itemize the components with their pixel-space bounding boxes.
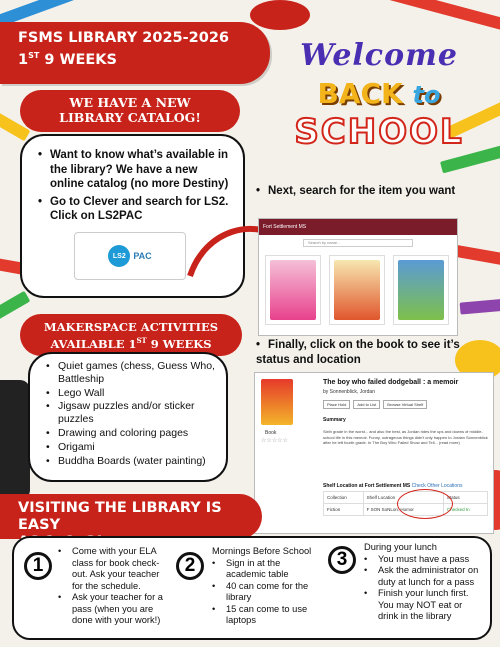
catalog-search-screenshot <box>258 218 458 336</box>
list-item: • Buddha Boards (water painting) <box>44 455 220 468</box>
back-to-text: BACK to <box>317 77 441 110</box>
step-3-heading: During your lunch <box>364 542 437 552</box>
rating-stars-icon: ☆☆☆☆☆ <box>261 438 288 444</box>
list-item: • Ask the administrator on duty at lunch for a pass <box>364 565 482 588</box>
summary-text: Sixth grade in the worst... and also the best, as Jordan rides the ups and downs of middle-school life in this memoir. Funny, outrageous things didn't only happen to Jordan Sonnenblick after he left fourth grade. In The Boy Who Failed Show and Tell... (read more) <box>323 429 488 445</box>
book-result[interactable] <box>265 255 321 325</box>
visiting-banner: VISITING THE LIBRARY IS EASY <box>0 494 262 539</box>
title-line1: FSMS LIBRARY 2025-2026 <box>18 30 229 46</box>
table-row: Fiction F SON SoNLon. Humor Checked In <box>324 504 488 516</box>
step-2-number: 2 <box>176 552 204 580</box>
location-heading: Shelf Location at Fort Settlement MS Check Other Locations <box>323 483 463 489</box>
list-item: • Come with your ELA class for book check-out. Ask your teacher for the schedule. <box>58 546 170 592</box>
makerspace-card <box>28 352 228 482</box>
catalog-search-input[interactable]: Search by name... <box>303 239 413 247</box>
catalog-bullet: • Go to Clever and search for LS2. Click on LS2PAC <box>36 195 231 224</box>
catalog-banner: WE HAVE A NEW LIBRARY CATALOG! <box>20 90 240 132</box>
highlight-circle <box>397 489 453 519</box>
list-item: • Ask your teacher for a pass (when you are done with your work!) <box>58 592 170 627</box>
book-result[interactable] <box>329 255 385 325</box>
steps-card <box>12 536 492 640</box>
catalog-bullet: • Want to know what’s available in the library? We have a new online catalog (no more Destiny) <box>36 148 231 192</box>
ls2pac-label: PAC <box>133 251 152 261</box>
ls2pac-logo[interactable] <box>74 232 186 280</box>
ls2-circle-icon: LS2 <box>108 245 130 267</box>
format-label: Book <box>265 430 277 436</box>
place-hold-button[interactable]: Place Hold <box>323 400 350 409</box>
list-item: • Lego Wall <box>44 387 220 400</box>
title-banner <box>0 22 270 84</box>
list-item: • 40 can come for the library <box>212 581 322 604</box>
book-author: by Sonnenblick, Jordan <box>323 389 375 395</box>
finally-instruction: • Finally, click on the book to see it’s status and location <box>256 339 460 366</box>
list-item: • Sign in at the academic table <box>212 558 322 581</box>
summary-heading: Summary <box>323 417 346 423</box>
list-item: • Origami <box>44 441 220 454</box>
catalog-bullets <box>36 148 231 224</box>
book-detail-screenshot <box>254 372 494 534</box>
step-2-heading: Mornings Before School <box>212 546 312 556</box>
browse-shelf-button[interactable]: Browse Virtual Shelf <box>383 400 427 409</box>
school-text: SCHOOL <box>294 112 464 152</box>
search-instruction: • Next, search for the item you want <box>256 185 456 197</box>
step-3-text <box>364 542 482 623</box>
step-1-number: 1 <box>24 552 52 580</box>
step-1-text <box>58 546 170 627</box>
book-title: The boy who failed dodgeball : a memoir <box>323 379 459 386</box>
other-locations-link[interactable]: Check Other Locations <box>411 483 463 489</box>
makerspace-list <box>44 360 220 467</box>
makerspace-banner: MAKERSPACE ACTIVITIES AVAILABLE 1ST 9 WEEKS <box>20 314 242 356</box>
list-item: • Finish your lunch first. You may NOT eat or drink in the library <box>364 588 482 623</box>
add-to-list-button[interactable]: Add to List <box>353 400 380 409</box>
title-line2: 1ST 9 WEEKS <box>18 51 117 68</box>
list-item: • Drawing and coloring pages <box>44 427 220 440</box>
list-item: • 15 can come to use laptops <box>212 604 322 627</box>
book-results <box>259 251 457 325</box>
welcome-text: Welcome <box>300 38 458 73</box>
list-item: • Quiet games (chess, Guess Who, Battleship <box>44 360 220 386</box>
welcome-back-to-school-graphic <box>264 38 494 152</box>
step-2-text <box>212 546 322 627</box>
step-3-number: 3 <box>328 546 356 574</box>
book-cover <box>261 379 293 425</box>
catalog-topbar: Fort Settlement MS <box>259 219 457 235</box>
list-item: • You must have a pass <box>364 554 482 566</box>
book-actions <box>323 400 427 409</box>
list-item: • Jigsaw puzzles and/or sticker puzzles <box>44 400 220 426</box>
table-header-row: Collection Shelf Location Status <box>324 492 488 504</box>
book-result[interactable] <box>393 255 449 325</box>
